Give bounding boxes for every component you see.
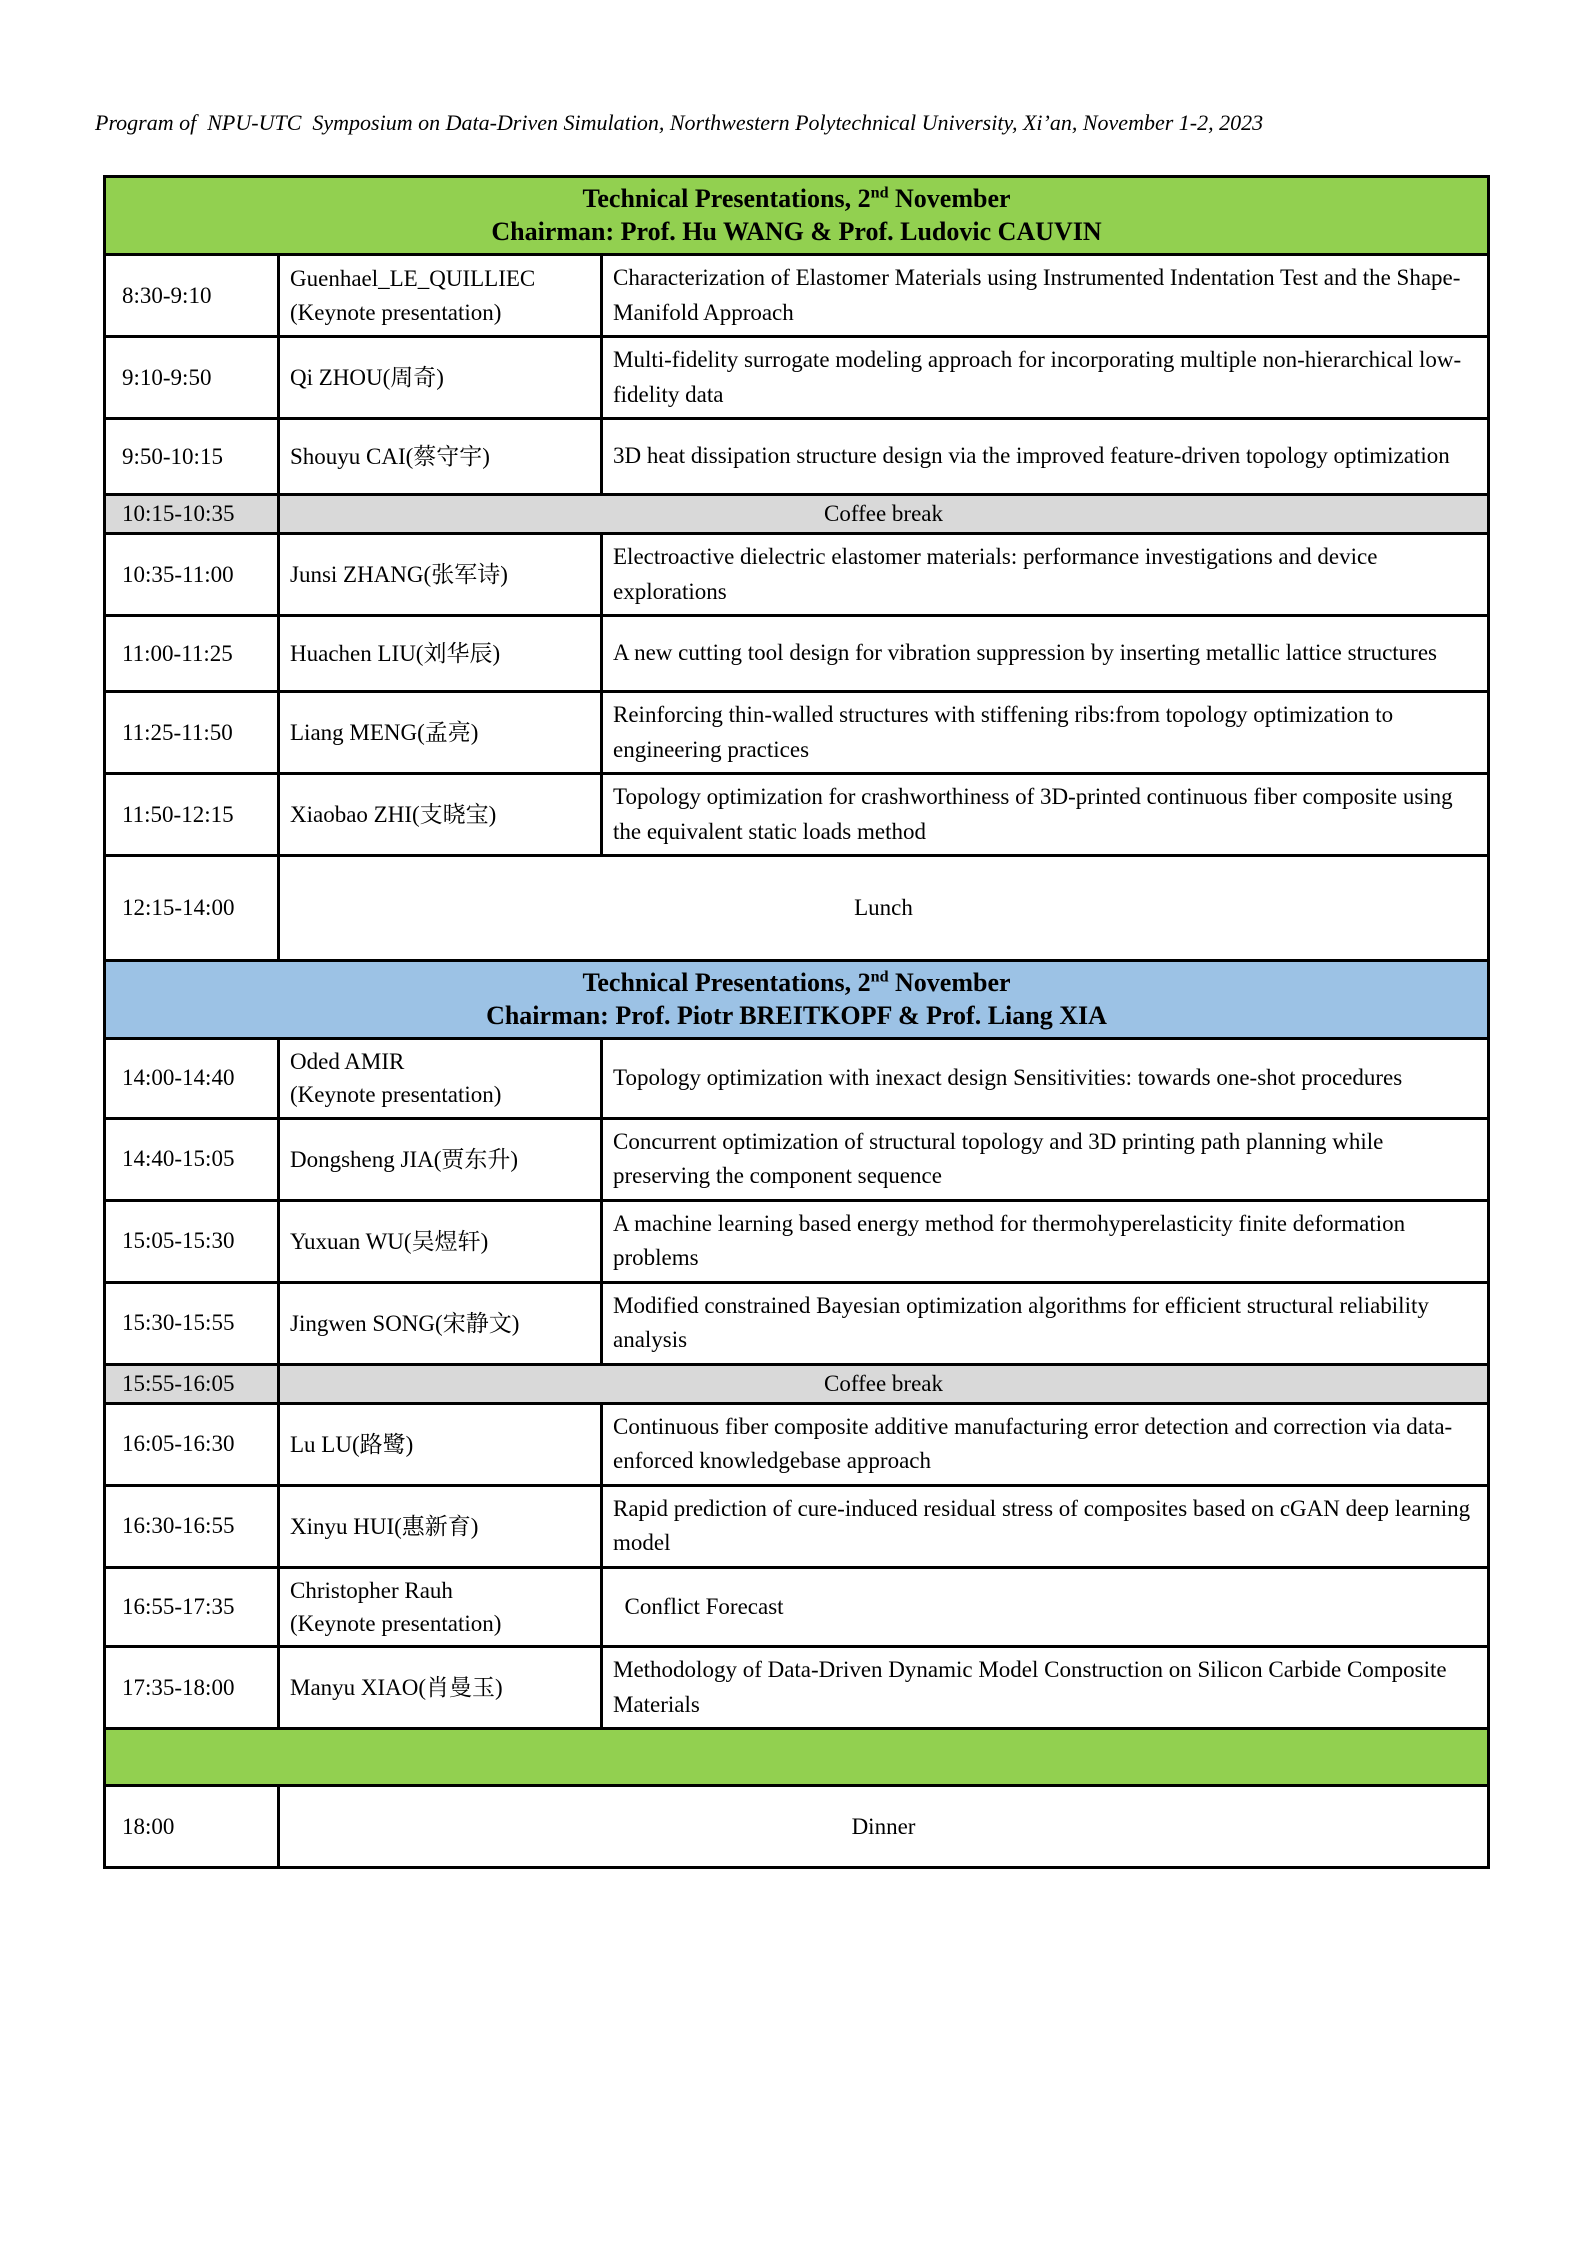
speaker-note: (Keynote presentation) (290, 1082, 502, 1108)
meal-row (106, 857, 1487, 962)
time-cell: 10:15-10:35 (106, 496, 280, 532)
time-cell: 16:30-16:55 (106, 1487, 280, 1566)
table-row (106, 1202, 1487, 1284)
talk-title-cell: Multi-fidelity surrogate modeling approach for incorporating multiple non-hierarchical low-fidelity data (613, 347, 1462, 407)
break-label: Coffee break (824, 1370, 943, 1396)
speaker-name: Shouyu CAI(蔡守宇) (290, 443, 490, 469)
speaker-note: (Keynote presentation) (290, 299, 502, 325)
time-cell: 15:30-15:55 (106, 1284, 280, 1363)
time-cell: 10:35-11:00 (106, 535, 280, 614)
time-cell: 17:35-18:00 (106, 1648, 280, 1727)
break-row (106, 496, 1487, 535)
talk-title-cell: Topology optimization with inexact design Sensitivities: towards one-shot procedures (613, 1065, 1403, 1091)
time-cell: 16:55-17:35 (106, 1569, 280, 1646)
speaker-cell (280, 1120, 603, 1199)
time-cell: 11:50-12:15 (106, 775, 280, 854)
speaker-name: Xinyu HUI(惠新育) (290, 1513, 479, 1539)
talk-title-cell: Modified constrained Bayesian optimization algorithms for efficient structural reliability analysis (613, 1292, 1435, 1353)
speaker-name: Huachen LIU(刘华辰) (290, 640, 501, 666)
speaker-name: Dongsheng JIA(贾东升) (290, 1146, 519, 1172)
speaker-cell (280, 338, 603, 417)
table-row (106, 617, 1487, 693)
session-title-main: Technical Presentations, 2 (582, 967, 871, 997)
time-cell: 16:05-16:30 (106, 1405, 280, 1484)
table-row (106, 420, 1487, 496)
speaker-note: (Keynote presentation) (290, 1611, 502, 1637)
time-cell: 15:55-16:05 (106, 1366, 280, 1402)
time-cell: 9:50-10:15 (106, 420, 280, 493)
speaker-name: Jingwen SONG(宋静文) (290, 1310, 520, 1336)
talk-title-cell: A new cutting tool design for vibration suppression by inserting metallic lattice structures (613, 640, 1438, 666)
speaker-name: Guenhael_LE_QUILLIEC (290, 266, 536, 292)
time-cell: 14:40-15:05 (106, 1120, 280, 1199)
talk-title-cell: Conflict Forecast (613, 1593, 784, 1619)
speaker-name: Christopher Rauh (290, 1577, 453, 1603)
talk-title-cell: A machine learning based energy method for thermohyperelasticity finite deformation problems (613, 1210, 1411, 1271)
time-cell: 11:00-11:25 (106, 617, 280, 690)
session-title-main: Technical Presentations, 2 (582, 183, 871, 213)
meal-label: Lunch (854, 895, 913, 920)
time-cell: 11:25-11:50 (106, 693, 280, 772)
spacer-row (106, 1730, 1487, 1787)
speaker-cell (280, 1405, 603, 1484)
table-row (106, 1569, 1487, 1649)
session-chairman: Chairman: Prof. Hu WANG & Prof. Ludovic CAUVIN (491, 216, 1102, 246)
speaker-name: Liang MENG(孟亮) (290, 719, 479, 745)
session-title (106, 967, 1487, 1000)
speaker-name: Yuxuan WU(吴煜轩) (290, 1228, 489, 1254)
talk-title-cell: Reinforcing thin-walled structures with stiffening ribs:from topology optimization to engineering practices (613, 702, 1399, 762)
session-title (106, 183, 1487, 216)
talk-title-cell: Rapid prediction of cure-induced residual stress of composites based on cGAN deep learning model (613, 1495, 1476, 1556)
session-header (106, 178, 1487, 256)
meal-row (106, 1787, 1487, 1866)
meal-label: Dinner (851, 1813, 916, 1839)
speaker-cell (280, 535, 603, 614)
table-row (106, 1284, 1487, 1366)
time-cell: 9:10-9:50 (106, 338, 280, 417)
session-title-ordinal: nd (870, 968, 889, 985)
time-cell: 15:05-15:30 (106, 1202, 280, 1281)
time-cell: 18:00 (106, 1787, 280, 1866)
talk-title-cell: Concurrent optimization of structural topology and 3D printing path planning while preserving the component sequence (613, 1128, 1390, 1189)
speaker-name: Xiaobao ZHI(支晓宝) (290, 801, 497, 827)
speaker-name: Qi ZHOU(周奇) (290, 364, 444, 390)
speaker-cell (280, 1648, 603, 1727)
speaker-cell (280, 1284, 603, 1363)
session-chairman: Chairman: Prof. Piotr BREITKOPF & Prof. Liang XIA (486, 1000, 1107, 1030)
session-title-rest: November (888, 183, 1011, 213)
table-row (106, 1487, 1487, 1569)
session-header (106, 962, 1487, 1040)
talk-title-cell: Topology optimization for crashworthiness of 3D-printed continuous fiber composite using the equivalent static loads method (613, 784, 1459, 844)
speaker-name: Oded AMIR (290, 1049, 405, 1074)
table-row (106, 775, 1487, 857)
time-cell: 8:30-9:10 (106, 256, 280, 335)
speaker-name: Manyu XIAO(肖曼玉) (290, 1675, 503, 1701)
talk-title-cell: 3D heat dissipation structure design via the improved feature-driven topology optimization (613, 443, 1450, 469)
table-row (106, 338, 1487, 420)
table-row (106, 535, 1487, 617)
talk-title-cell: Electroactive dielectric elastomer materials: performance investigations and device explorations (613, 544, 1384, 604)
talk-title-cell: Continuous fiber composite additive manufacturing error detection and correction via data-enforced knowledgebase approach (613, 1413, 1453, 1474)
speaker-cell (280, 693, 603, 772)
table-row (106, 693, 1487, 775)
document-title: Program of NPU-UTC Symposium on Data-Driven Simulation, Northwestern Polytechnical University, Xi’an, November 1-2, 2023 (95, 110, 1264, 135)
speaker-cell (280, 1202, 603, 1281)
speaker-name: Lu LU(路鹭) (290, 1431, 414, 1457)
table-row (106, 1648, 1487, 1730)
time-cell: 12:15-14:00 (106, 857, 280, 959)
session-title-ordinal: nd (870, 184, 889, 201)
speaker-cell (280, 1040, 603, 1117)
session-title-rest: November (888, 967, 1011, 997)
table-row (106, 1040, 1487, 1120)
speaker-cell (280, 1487, 603, 1566)
speaker-name: Junsi ZHANG(张军诗) (290, 561, 508, 587)
break-label: Coffee break (824, 501, 943, 526)
table-row (106, 256, 1487, 338)
speaker-cell (280, 256, 603, 335)
table-row (106, 1120, 1487, 1202)
talk-title-cell: Characterization of Elastomer Materials using Instrumented Indentation Test and the Shape-Manifold Approach (613, 265, 1461, 325)
break-row (106, 1366, 1487, 1405)
speaker-cell (280, 1569, 603, 1646)
talk-title-cell: Methodology of Data-Driven Dynamic Model Construction on Silicon Carbide Composite Materials (613, 1657, 1453, 1717)
speaker-cell (280, 420, 603, 493)
speaker-cell (280, 617, 603, 690)
speaker-cell (280, 775, 603, 854)
program-table (103, 175, 1490, 1869)
table-row (106, 1405, 1487, 1487)
time-cell: 14:00-14:40 (106, 1040, 280, 1117)
